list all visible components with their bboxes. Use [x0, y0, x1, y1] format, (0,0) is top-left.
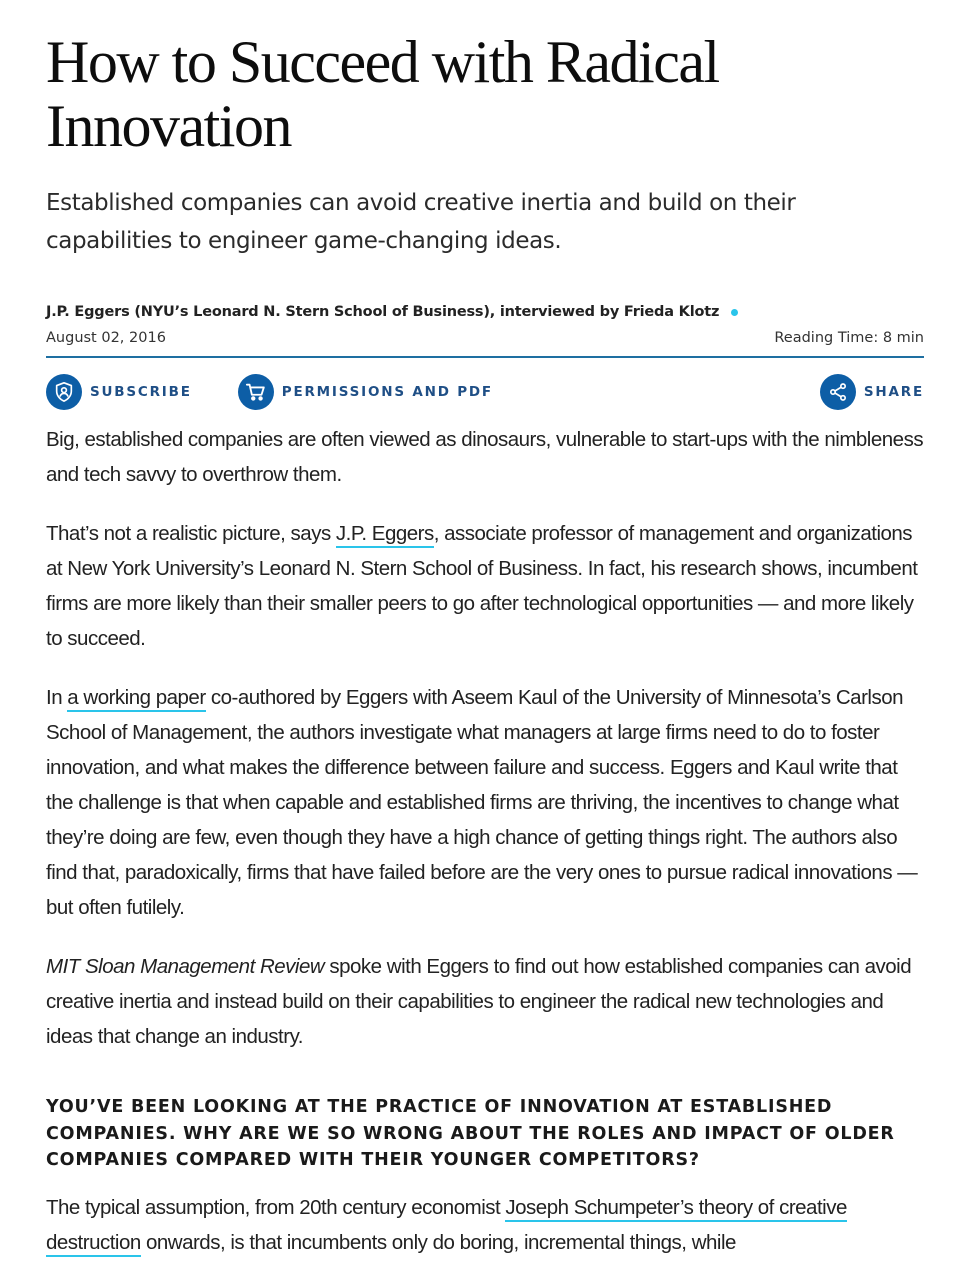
schumpeter-theory-link[interactable]: Joseph Schumpeter’s theory of creative destruction — [46, 1196, 847, 1257]
paragraph-2 — [46, 516, 926, 656]
share-icon — [820, 374, 856, 410]
paragraph-2-text-b: , associate professor of management and organizations at New York University’s Leonard N. Stern School of Business. In fact, his research shows, incumbent firms are more likely than their smaller peers to go after technological opportunities — and more likely to succeed. — [46, 522, 918, 650]
share-button[interactable] — [820, 374, 924, 410]
reading-time: Reading Time: 8 min — [774, 330, 924, 346]
permissions-pdf-label: PERMISSIONS AND PDF — [281, 384, 493, 400]
paragraph-1-text: Big, established companies are often viewed as dinosaurs, vulnerable to start-ups with the nimbleness and tech savvy to overthrow them. — [46, 428, 924, 486]
meta-row — [46, 330, 924, 358]
byline: J.P. Eggers (NYU’s Leonard N. Stern School of Business), interviewed by Frieda Klotz — [46, 304, 720, 320]
publish-date: August 02, 2016 — [46, 330, 166, 346]
article-page — [0, 30, 960, 1260]
shield-user-icon — [46, 374, 82, 410]
jp-eggers-link[interactable]: J.P. Eggers — [336, 522, 434, 548]
paragraph-4 — [46, 949, 926, 1054]
answer-1-text-a: The typical assumption, from 20th century economist — [46, 1195, 506, 1219]
publication-name: MIT Sloan Management Review — [46, 955, 325, 978]
working-paper-link[interactable]: a working paper — [67, 686, 205, 712]
subscribe-button[interactable] — [46, 374, 192, 410]
paragraph-4-text: spoke with Eggers to find out how established companies can avoid creative inertia and instead build on their capabilities to engineer the radical new technologies and ideas that change an industry. — [46, 955, 912, 1048]
cart-icon — [238, 374, 274, 410]
byline-row — [46, 304, 924, 320]
interview-question-1: YOU’VE BEEN LOOKING AT THE PRACTICE OF INNOVATION AT ESTABLISHED COMPANIES. WHY ARE WE SO WRONG ABOUT THE ROLES AND IMPACT OF OLDER COMPANIES COMPARED WITH THEIR YOUNGER COMPETITORS? — [46, 1097, 895, 1170]
answer-1 — [46, 1190, 926, 1260]
article-body — [46, 422, 924, 1260]
article-title: How to Succeed with Radical Innovation — [46, 29, 719, 159]
subscribe-label: SUBSCRIBE — [90, 384, 192, 400]
paragraph-3 — [46, 680, 926, 925]
paragraph-1 — [46, 422, 926, 492]
article-actions — [46, 372, 924, 412]
article-dek: Established companies can avoid creative inertia and build on their capabilities to engineer game-changing ideas. — [46, 190, 796, 254]
byline-dot-icon — [731, 309, 738, 316]
permissions-pdf-button[interactable] — [238, 374, 493, 410]
paragraph-3-text-b: co-authored by Eggers with Aseem Kaul of the University of Minnesota’s Carlson School of Management, the authors investigate what managers at large firms need to do to foster innovation, and what makes the difference between failure and success. Eggers and Kaul write that the challenge is that when capable and established firms are thriving, the incentives to change what they’re doing are few, even though they have a high chance of getting things right. The authors also find that, paradoxically, firms that have failed before are the very ones to pursue radical innovations — but often futilely. — [46, 686, 918, 919]
share-label: SHARE — [863, 384, 924, 400]
paragraph-3-text-a: In — [46, 686, 68, 709]
answer-1-text-b: onwards, is that incumbents only do boring, incremental things, while — [140, 1230, 736, 1254]
paragraph-2-text-a: That’s not a realistic picture, says — [46, 522, 336, 545]
